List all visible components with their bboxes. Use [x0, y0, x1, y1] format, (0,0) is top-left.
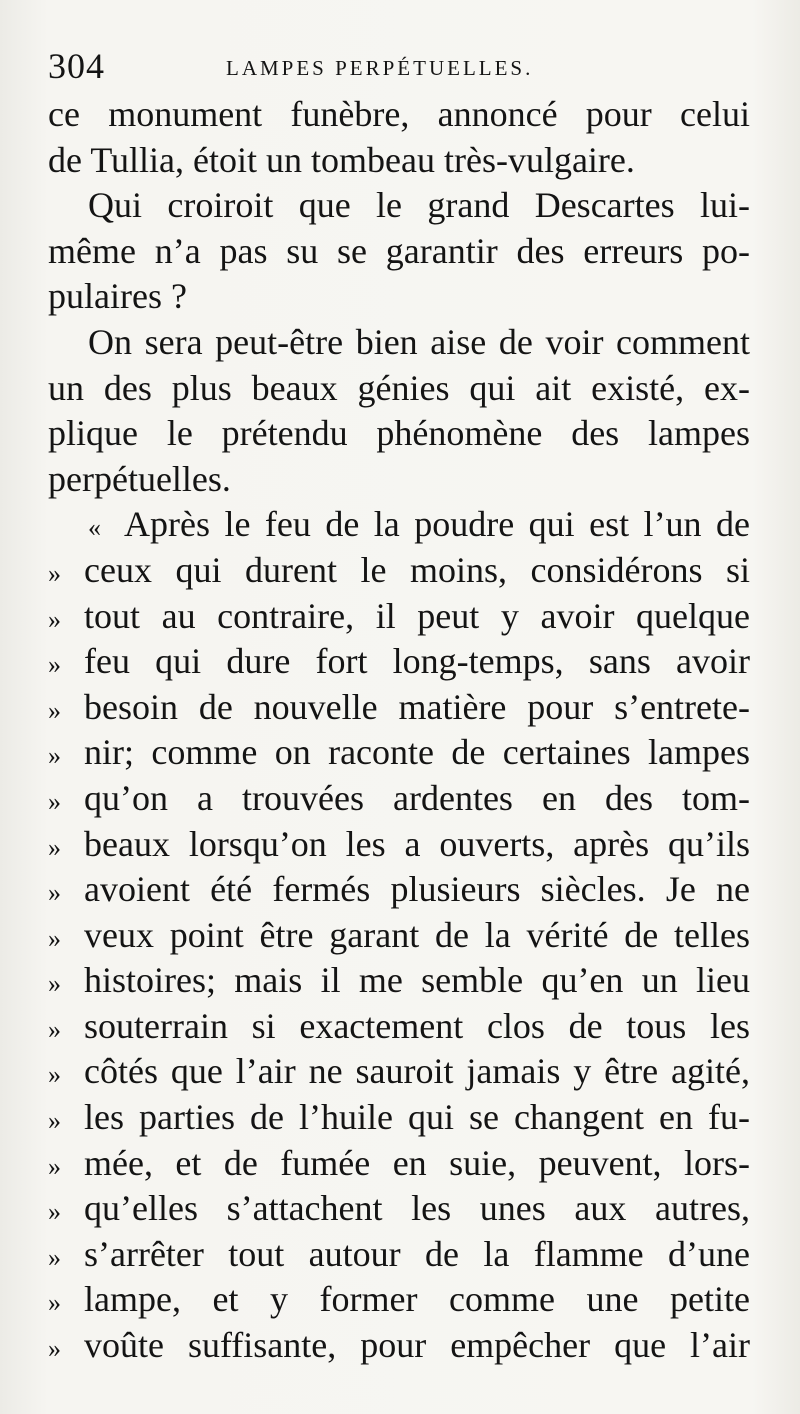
quote-line — [48, 502, 750, 548]
quote-line — [48, 913, 750, 959]
quote-mark: » — [48, 832, 61, 862]
running-title: LAMPES PERPÉTUELLES. — [226, 56, 534, 80]
quote-line — [48, 1141, 750, 1187]
quote-line — [48, 1232, 750, 1278]
quote-text: ceux qui durent le moins, considérons si — [84, 549, 750, 590]
quote-mark: » — [48, 558, 61, 588]
text-line: un des plus beaux génies qui ait existé, ex- — [48, 367, 750, 408]
quote-line — [48, 1323, 750, 1369]
quote-mark: » — [48, 604, 61, 634]
quote-mark: » — [48, 878, 61, 908]
quote-line — [48, 730, 750, 776]
text-line: Qui croiroit que le grand Descartes lui- — [88, 185, 750, 226]
text-line: perpétuelles. — [48, 458, 231, 499]
quote-mark: » — [48, 1288, 61, 1318]
quote-text: souterrain si exactement clos de tous les — [84, 1005, 750, 1046]
quote-mark: « — [88, 513, 101, 543]
quote-text: beaux lorsqu’on les a ouverts, après qu’ils — [84, 823, 750, 864]
text-line: plique le prétendu phénomène des lampes — [48, 413, 750, 454]
quote-line — [48, 1049, 750, 1095]
text-line: pulaires ? — [48, 276, 187, 317]
quote-line — [48, 1186, 750, 1232]
quote-mark: » — [48, 923, 61, 953]
quote-text: les parties de l’huile qui se changent en fu- — [84, 1097, 750, 1138]
quote-mark: » — [48, 969, 61, 999]
quote-text: tout au contraire, il peut y avoir quelque — [84, 595, 750, 636]
quote-line — [48, 685, 750, 731]
quote-line — [48, 594, 750, 640]
quote-line — [48, 639, 750, 685]
text-line: de Tullia, étoit un tombeau très-vulgaire. — [48, 139, 635, 180]
text-line: ce monument funèbre, annoncé pour celui — [48, 94, 750, 134]
quote-text: nir; comme on raconte de certaines lampes — [84, 732, 750, 773]
quote-text: feu qui dure fort long-temps, sans avoir — [84, 641, 750, 682]
quote-line — [48, 1277, 750, 1323]
quote-mark: » — [48, 741, 61, 771]
quote-mark: » — [48, 1242, 61, 1272]
page-number: 304 — [48, 46, 105, 86]
quote-line — [48, 548, 750, 594]
quote-mark: » — [48, 1106, 61, 1136]
quote-text: qu’on a trouvées ardentes en des tom- — [84, 777, 750, 818]
quote-line — [48, 1004, 750, 1050]
quote-mark: » — [48, 1060, 61, 1090]
quote-text: besoin de nouvelle matière pour s’entrete- — [84, 686, 750, 727]
quote-text: côtés que l’air ne sauroit jamais y être agité, — [84, 1051, 750, 1092]
quote-text: veux point être garant de la vérité de telles — [84, 914, 750, 955]
page-header — [48, 42, 768, 90]
quote-mark: » — [48, 1197, 61, 1227]
quote-line — [48, 958, 750, 1004]
body-text — [48, 92, 750, 1369]
quote-text: mée, et de fumée en suie, peuvent, lors- — [84, 1142, 750, 1183]
quote-text: histoires; mais il me semble qu’en un lieu — [84, 960, 750, 1001]
quote-text: lampe, et y former comme une petite — [84, 1279, 750, 1320]
quote-text: voûte suffisante, pour empêcher que l’air — [84, 1325, 750, 1366]
quote-mark: » — [48, 1334, 61, 1364]
quote-mark: » — [48, 786, 61, 816]
quote-mark: » — [48, 1151, 61, 1181]
quote-mark: » — [48, 650, 61, 680]
quote-mark: » — [48, 1014, 61, 1044]
quote-line — [48, 822, 750, 868]
quote-mark: » — [48, 695, 61, 725]
quote-text: Après le feu de la poudre qui est l’un de — [124, 504, 750, 545]
quote-line — [48, 867, 750, 913]
quote-text: qu’elles s’attachent les unes aux autres, — [84, 1188, 750, 1229]
quote-text: s’arrêter tout autour de la flamme d’une — [84, 1233, 750, 1274]
quote-text: avoient été fermés plusieurs siècles. Je ne — [84, 869, 750, 910]
quote-line — [48, 1095, 750, 1141]
text-line: On sera peut-être bien aise de voir comment — [88, 321, 750, 362]
quote-line — [48, 776, 750, 822]
text-line: même n’a pas su se garantir des erreurs po- — [48, 230, 750, 271]
